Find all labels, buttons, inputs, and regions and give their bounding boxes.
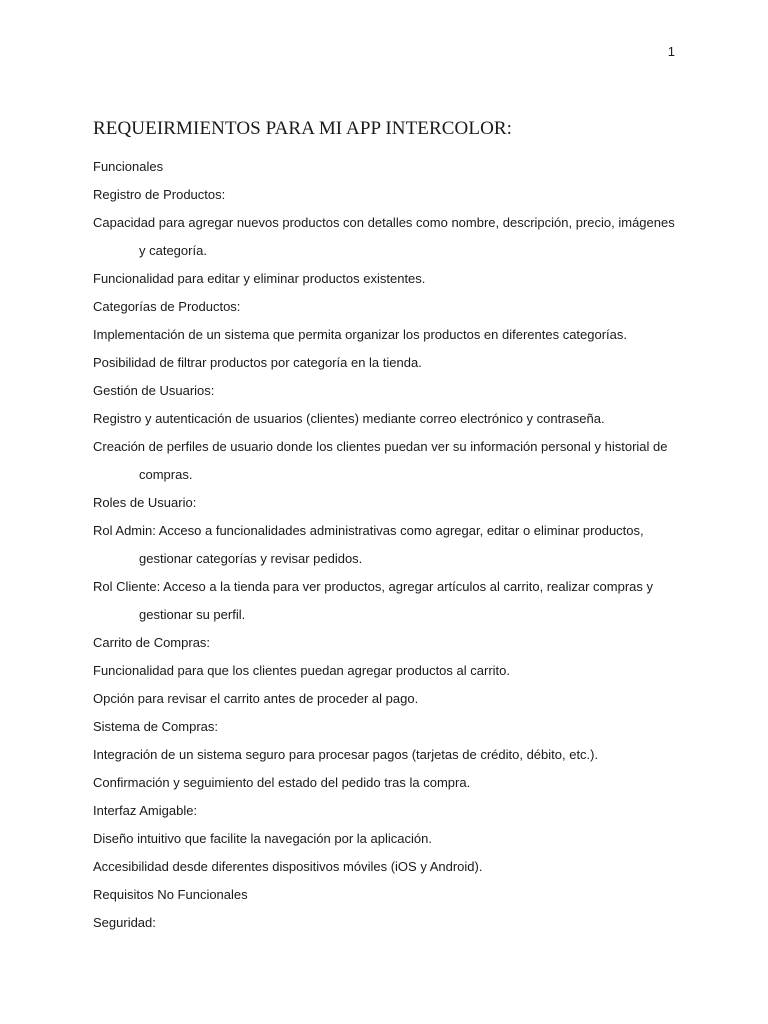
- paragraph-continuation: gestionar su perfil.: [139, 607, 246, 622]
- paragraph-line: Diseño intuitivo que facilite la navegación por la aplicación.: [93, 831, 432, 846]
- subheading-interfaz-amigable: Interfaz Amigable:: [93, 803, 198, 818]
- paragraph-line: Confirmación y seguimiento del estado del pedido tras la compra.: [93, 775, 471, 790]
- subheading-seguridad: Seguridad:: [93, 915, 156, 930]
- section-heading-funcionales: Funcionales: [93, 159, 164, 174]
- document-body: [93, 153, 693, 937]
- paragraph-line: Capacidad para agregar nuevos productos con detalles como nombre, descripción, precio, imágenes: [93, 215, 675, 230]
- paragraph-line: Posibilidad de filtrar productos por categoría en la tienda.: [93, 355, 422, 370]
- paragraph-line: Funcionalidad para editar y eliminar productos existentes.: [93, 271, 426, 286]
- subheading-registro-productos: Registro de Productos:: [93, 187, 226, 202]
- subheading-categorias-productos: Categorías de Productos:: [93, 299, 241, 314]
- paragraph-line: Opción para revisar el carrito antes de proceder al pago.: [93, 691, 419, 706]
- subheading-carrito-compras: Carrito de Compras:: [93, 635, 211, 650]
- page-number: 1: [667, 44, 675, 59]
- paragraph-line: Creación de perfiles de usuario donde los clientes puedan ver su información personal y historial de: [93, 439, 668, 454]
- document-title: REQUEIRMIENTOS PARA MI APP INTERCOLOR:: [93, 118, 513, 139]
- paragraph-line: Accesibilidad desde diferentes dispositivos móviles (iOS y Android).: [93, 859, 483, 874]
- paragraph-line: Rol Admin: Acceso a funcionalidades administrativas como agregar, editar o eliminar productos,: [93, 523, 644, 538]
- subheading-sistema-compras: Sistema de Compras:: [93, 719, 218, 734]
- paragraph-continuation: compras.: [139, 467, 193, 482]
- paragraph-continuation: y categoría.: [139, 243, 207, 258]
- paragraph-line: Integración de un sistema seguro para procesar pagos (tarjetas de crédito, débito, etc.).: [93, 747, 599, 762]
- subheading-gestion-usuarios: Gestión de Usuarios:: [93, 383, 215, 398]
- paragraph-line: Registro y autenticación de usuarios (clientes) mediante correo electrónico y contraseña.: [93, 411, 605, 426]
- section-heading-no-funcionales: Requisitos No Funcionales: [93, 887, 248, 902]
- paragraph-continuation: gestionar categorías y revisar pedidos.: [139, 551, 363, 566]
- paragraph-line: Funcionalidad para que los clientes puedan agregar productos al carrito.: [93, 663, 510, 678]
- paragraph-line: Rol Cliente: Acceso a la tienda para ver productos, agregar artículos al carrito, realizar compras y: [93, 579, 653, 594]
- paragraph-line: Implementación de un sistema que permita organizar los productos en diferentes categorías.: [93, 327, 628, 342]
- subheading-roles-usuario: Roles de Usuario:: [93, 495, 197, 510]
